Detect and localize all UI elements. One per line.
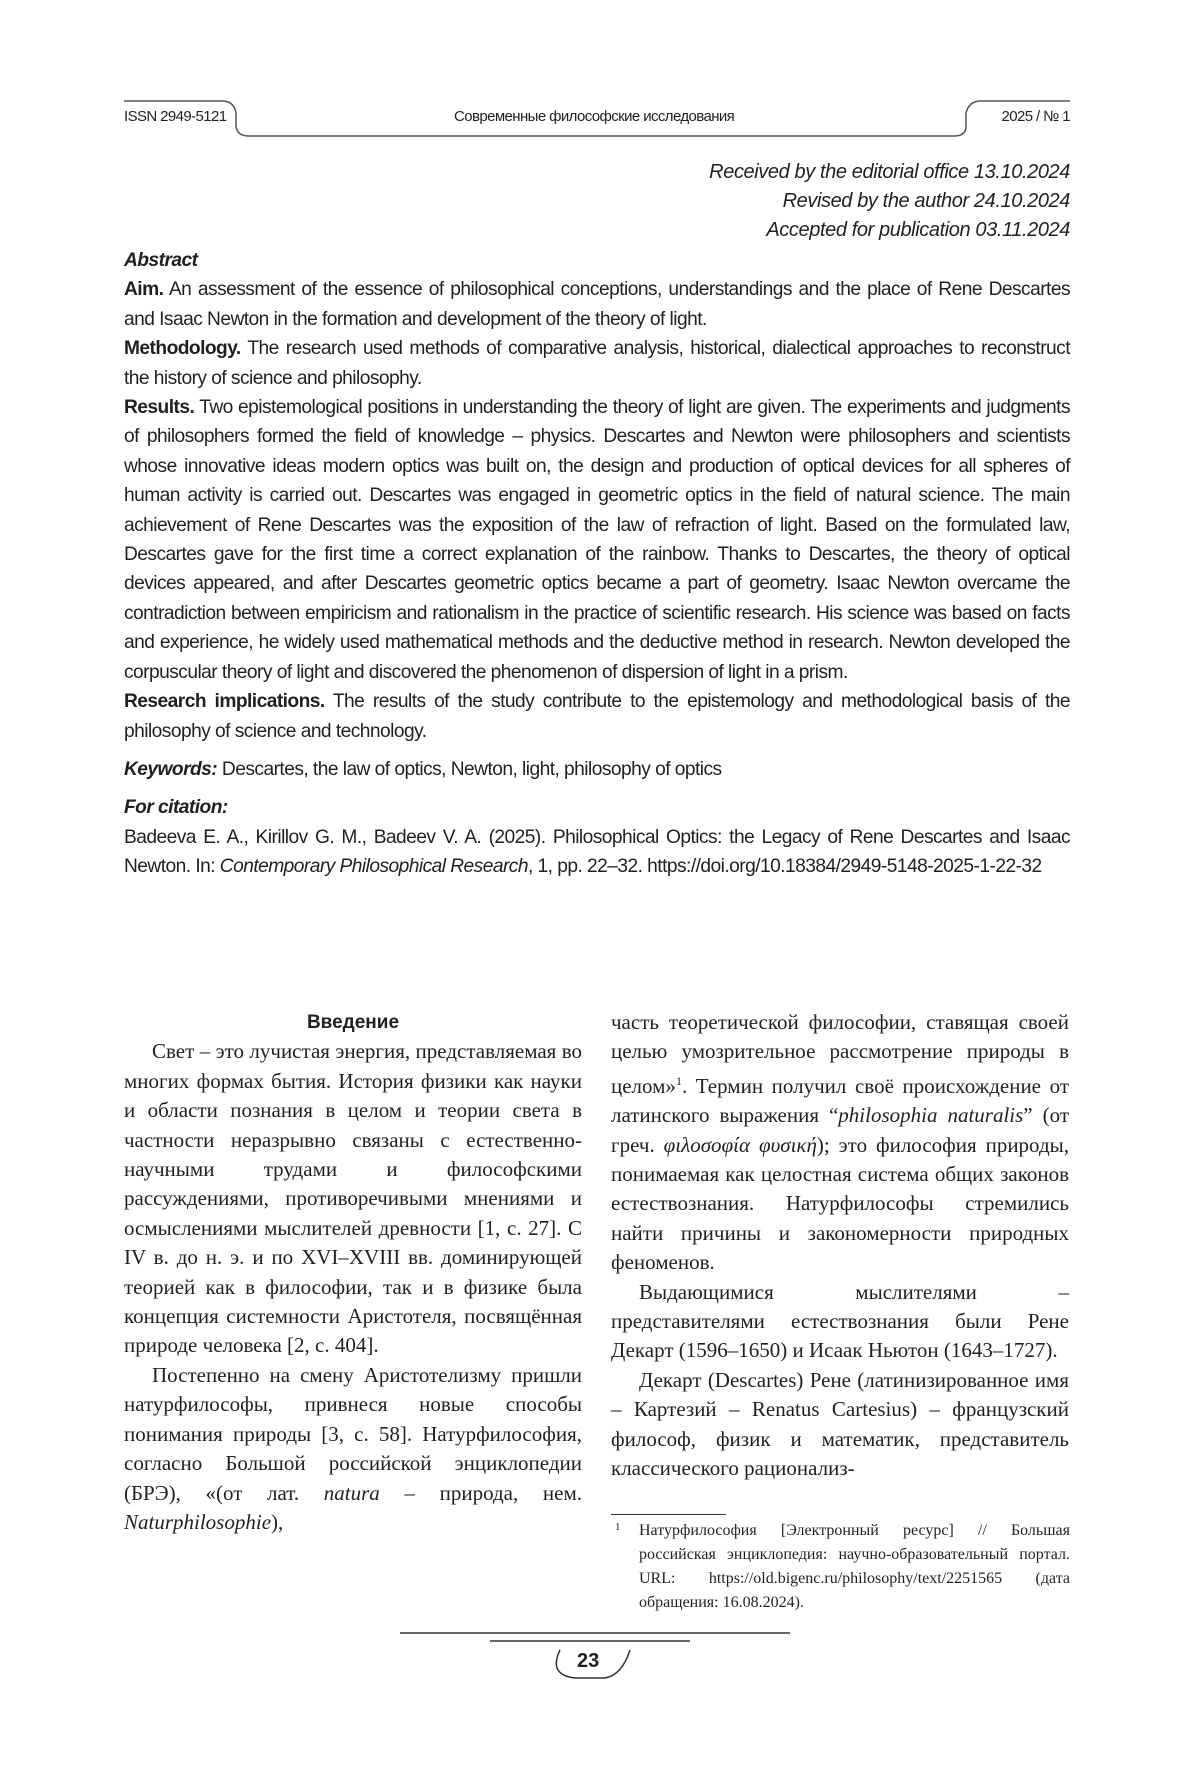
paragraph: Свет – это лучистая энергия, представляемая во многих формах бытия. История физики как науки и области познания в целом и теории света в частности неразрывно связаны с естественно-научными трудами и философскими рассуждениями, противоречивыми мнениями и осмыслениями мыслителей древности [1, с. 27]. С IV в. до н. э. и по XVI–XVIII вв. доминирующей теорией как в философии, так и в физике была концепция системности Аристотеля, посвящённая природе человека [2, с. 404]. [124,1037,582,1360]
page-number: 23 [577,1650,599,1673]
accepted-date: Accepted for publication 03.11.2024 [709,216,1070,245]
page-footer [400,1630,790,1700]
section-heading: Введение [124,1008,582,1037]
abstract [124,246,1070,882]
paragraph: Выдающимися мыслителями – представителями естествознания были Рене Декарт (1596–1650) и Исаак Ньютон (1643–1727). [611,1278,1069,1366]
implications: Research implications. The results of the study contribute to the epistemology and methodological basis of the philosophy of science and technology. [124,687,1070,746]
dates-block [709,158,1070,245]
journal-title: Современные философские исследования [454,108,734,125]
keywords: Keywords: Descartes, the law of optics, Newton, light, philosophy of optics [124,755,1070,784]
doi-link[interactable]: , 1, pp. 22–32. https://doi.org/10.18384/2949-5148-2025-1-22-32 [528,856,1042,877]
issn: ISSN 2949-5121 [124,108,227,125]
aim: Aim. An assessment of the essence of philosophical conceptions, understandings and the place of Rene Descartes and Isaac Newton in the formation and development of the theory of light. [124,275,1070,334]
column-left [124,1008,582,1537]
received-date: Received by the editorial office 13.10.2024 [709,158,1070,187]
footnote-number: 1 [615,1515,621,1539]
paragraph: Постепенно на смену Аристотелизму пришли натурфилософы, привнеся новые способы понимания природы [3, с. 58]. Натурфилософия, согласно Большой российской энциклопедии (БРЭ), «(от лат. natura – природа, нем. Naturphilosophie), [124,1361,582,1537]
issue: 2025 / № 1 [1002,108,1070,125]
footnote-rule [611,1514,726,1515]
paragraph: Декарт (Descartes) Рене (латинизированное имя – Картезий – Renatus Cartesius) – французский философ, физик и математик, представитель классического рационализ- [611,1366,1069,1484]
footnote-ref[interactable]: 1 [676,1074,682,1088]
results: Results. Two epistemological positions in understanding the theory of light are given. The experiments and judgments of philosophers formed the field of knowledge – physics. Descartes and Newton were philosophers and scientists whose innovative ideas modern optics was built on, the design and production of optical devices for all spheres of human activity is carried out. Descartes was engaged in geometric optics in the field of natural science. The main achievement of Rene Descartes was the exposition of the law of refraction of light. Based on the formulated law, Descartes gave for the first time a correct explanation of the rainbow. Thanks to Descartes, the theory of optical devices appeared, and after Descartes geometric optics became a part of geometry. Isaac Newton overcame the contradiction between empiricism and rationalism in the practice of scientific research. His science was based on facts and experience, he widely used mathematical methods and the deductive method in research. Newton developed the corpuscular theory of light and discovered the phenomenon of dispersion of light in a prism. [124,393,1070,687]
citation-heading: For citation: [124,797,228,818]
paragraph: часть теоретической философии, ставящая своей целью умозрительное рассмотрение природы в целом»1. Термин получил своё происхождение от латинского выражения “philosophia naturalis” (от греч. φιλοσοφία φυσική); это философия природы, понимаемая как целостная система общих законов естествознания. Натурфилософы стремились найти причины и закономерности природных феноменов. [611,1008,1069,1278]
column-right [611,1008,1069,1484]
revised-date: Revised by the author 24.10.2024 [709,187,1070,216]
footnote [611,1514,1070,1615]
abstract-heading: Abstract [124,250,197,271]
footnote-text: Натурфилософия [Электронный ресурс] // Большая российская энциклопедия: научно-образовательный портал. URL: https://old.bigenc.ru/philosophy/text/2251565 (дата обращения: 16.08.2024). [639,1522,1070,1611]
methodology: Methodology. The research used methods of comparative analysis, historical, dialectical approaches to reconstruct the history of science and philosophy. [124,334,1070,393]
citation: Badeeva E. A., Kirillov G. M., Badeev V. A. (2025). Philosophical Optics: the Legacy of Rene Descartes and Isaac Newton. In: Contemporary Philosophical Research, 1, pp. 22–32. https://doi.org/10.18384/2949-5148-2025-1-22-32 [124,823,1070,882]
running-header [124,98,1070,138]
